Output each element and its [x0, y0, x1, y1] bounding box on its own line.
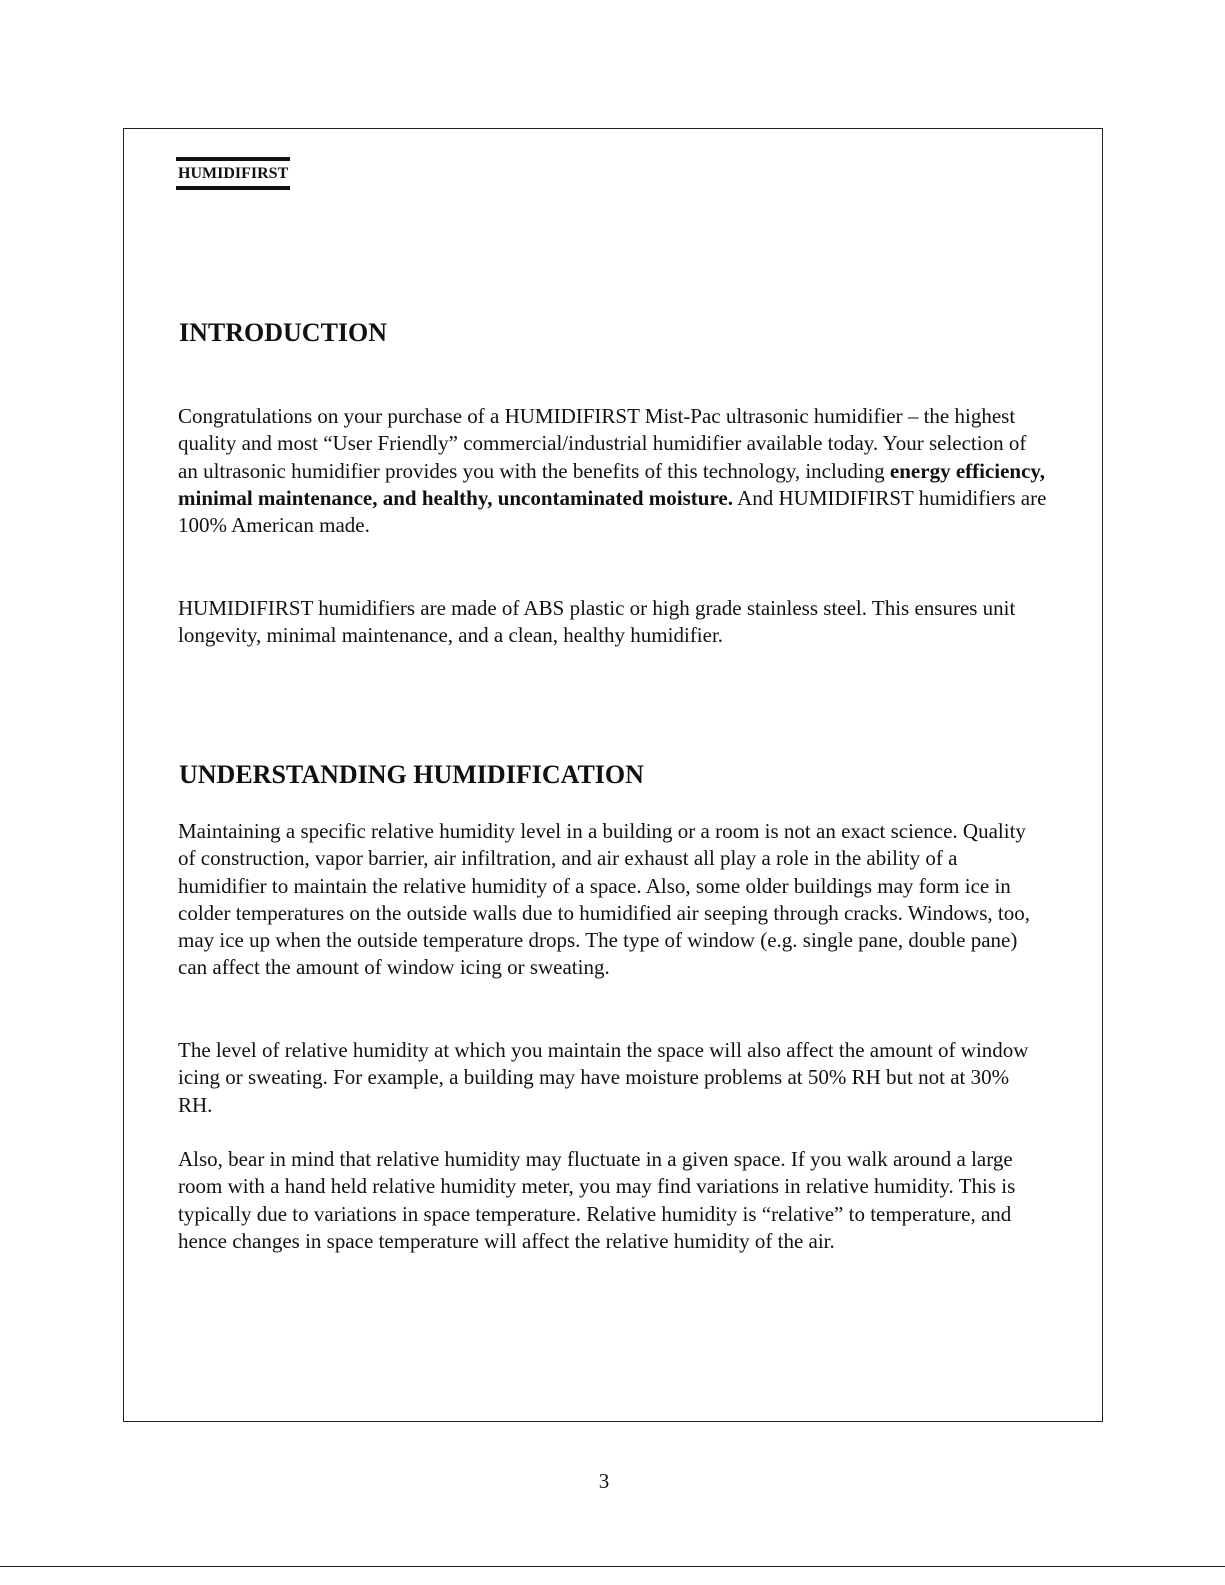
brand-header: HUMIDIFIRST	[176, 157, 290, 190]
understanding-heading: UNDERSTANDING HUMIDIFICATION	[179, 760, 644, 789]
introduction-paragraph-1	[178, 403, 1048, 539]
introduction-paragraph-2: HUMIDIFIRST humidifiers are made of ABS plastic or high grade stainless steel. This ensures unit longevity, minimal maintenance, and a clean, healthy humidifier.	[178, 596, 1016, 648]
intro-p1-bold-benefits: energy efficiency, minimal maintenance, and healthy, uncontaminated moisture.	[178, 458, 1046, 510]
understanding-paragraph-1: Maintaining a specific relative humidity level in a building or a room is not an exact science. Quality of construction, vapor barrier, air infiltration, and air exhaust all play a role in the ability of a humidifier to maintain the relative humidity of a space. Also, some older buildings may form ice in colder temperatures on the outside walls due to humidified air seeping through cracks. Windows, too, may ice up when the outside temperature drops. The type of window (e.g. single pane, double pane) can affect the amount of window icing or sweating.	[178, 819, 1030, 980]
intro-p1-text-before: Congratulations on your purchase of a HUMIDIFIRST Mist-Pac ultrasonic humidifier – the highest quality and most “User Friendly” commercial/industrial humidifier available today. Your selection of an ultrasonic humidifier provides you with the benefits of this technology, including	[178, 404, 1027, 483]
intro-p1-text-after: And HUMIDIFIRST humidifiers are 100% American made.	[178, 485, 1047, 538]
understanding-paragraph-2: The level of relative humidity at which you maintain the space will also affect the amount of window icing or sweating. For example, a building may have moisture problems at 50% RH but not at 30% RH.	[178, 1038, 1029, 1117]
page-number: 3	[598, 1469, 610, 1493]
understanding-paragraph-3: Also, bear in mind that relative humidity may fluctuate in a given space. If you walk around a large room with a hand held relative humidity meter, you may find variations in relative humidity. This is typically due to variations in space temperature. Relative humidity is “relative” to temperature, and hence changes in space temperature will affect the relative humidity of the air.	[178, 1147, 1016, 1253]
bottom-rule	[0, 1566, 1225, 1567]
introduction-heading: INTRODUCTION	[179, 318, 388, 347]
